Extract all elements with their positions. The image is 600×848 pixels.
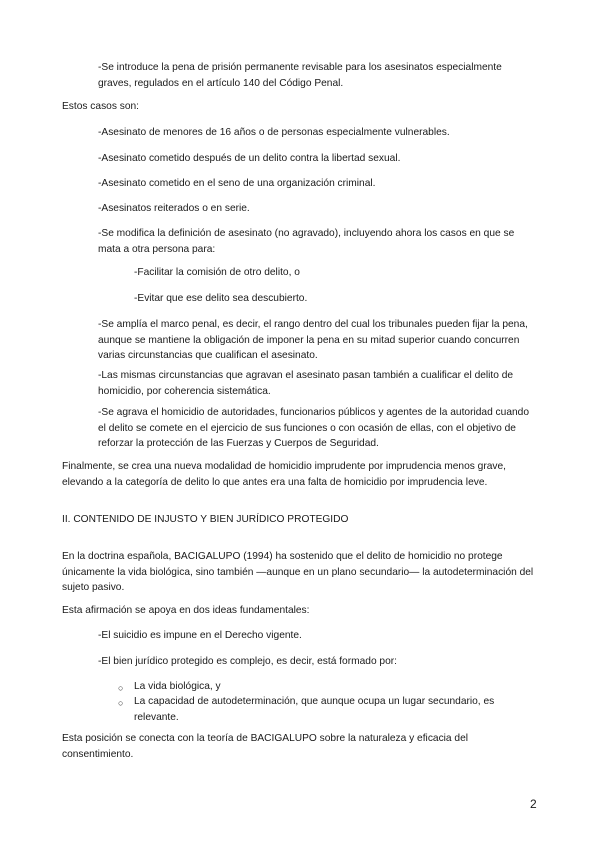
bullet-icon: ○ xyxy=(118,683,124,693)
list-item: -Asesinato cometido después de un delito contra la libertad sexual. xyxy=(98,153,401,164)
list-item: -Evitar que ese delito sea descubierto. xyxy=(134,293,308,304)
paragraph: Estos casos son: xyxy=(62,101,140,112)
paragraph: -Se amplía el marco penal, es decir, el rango dentro del cual los tribunales pueden fijar la pena, aunque se mantiene la obligación de imponer la pena en su mitad superior cuando concurren varias circunstancias que cualifican el asesinato. xyxy=(98,319,528,361)
page-number: 2 xyxy=(530,797,537,811)
section-heading: II. CONTENIDO DE INJUSTO Y BIEN JURÍDICO PROTEGIDO xyxy=(62,514,349,525)
list-item: -Asesinato de menores de 16 años o de personas especialmente vulnerables. xyxy=(98,127,450,138)
paragraph: -Se agrava el homicidio de autoridades, funcionarios públicos y agentes de la autoridad cuando el delito se comete en el ejercicio de sus funciones o con ocasión de ellas, con el objetivo de reforzar la protección de las Fuerzas y Cuerpos de Seguridad. xyxy=(98,407,529,449)
paragraph: -Se introduce la pena de prisión permanente revisable para los asesinatos especialmente graves, regulados en el artículo 140 del Código Penal. xyxy=(98,62,502,89)
paragraph: En la doctrina española, BACIGALUPO (1994) ha sostenido que el delito de homicidio no protege únicamente la vida biológica, sino también —aunque en un plano secundario— la autodeterminación del sujeto pasivo. xyxy=(62,551,534,593)
paragraph: Esta afirmación se apoya en dos ideas fundamentales: xyxy=(62,605,310,616)
list-item: -Asesinato cometido en el seno de una organización criminal. xyxy=(98,178,376,189)
paragraph: -Las mismas circunstancias que agravan el asesinato pasan también a cualificar el delito de homicidio, por coherencia sistemática. xyxy=(98,370,514,397)
list-item: -Asesinatos reiterados o en serie. xyxy=(98,203,250,214)
paragraph: -Se modifica la definición de asesinato (no agravado), incluyendo ahora los casos en que se mata a otra persona para: xyxy=(98,228,515,255)
list-item: -El bien jurídico protegido es complejo, es decir, está formado por: xyxy=(98,656,397,667)
paragraph: Finalmente, se crea una nueva modalidad de homicidio imprudente por imprudencia menos grave, elevando a la categoría de delito lo que antes era una falta de homicidio por imprudencia leve. xyxy=(62,461,506,488)
bullet-icon: ○ xyxy=(118,698,124,708)
list-item: -El suicidio es impune en el Derecho vigente. xyxy=(98,630,302,641)
paragraph: Esta posición se conecta con la teoría de BACIGALUPO sobre la naturaleza y eficacia del consentimiento. xyxy=(62,733,469,760)
list-item: La capacidad de autodeterminación, que aunque ocupa un lugar secundario, es relevante. xyxy=(134,696,495,723)
list-item: La vida biológica, y xyxy=(134,681,221,692)
list-item: -Facilitar la comisión de otro delito, o xyxy=(134,267,300,278)
